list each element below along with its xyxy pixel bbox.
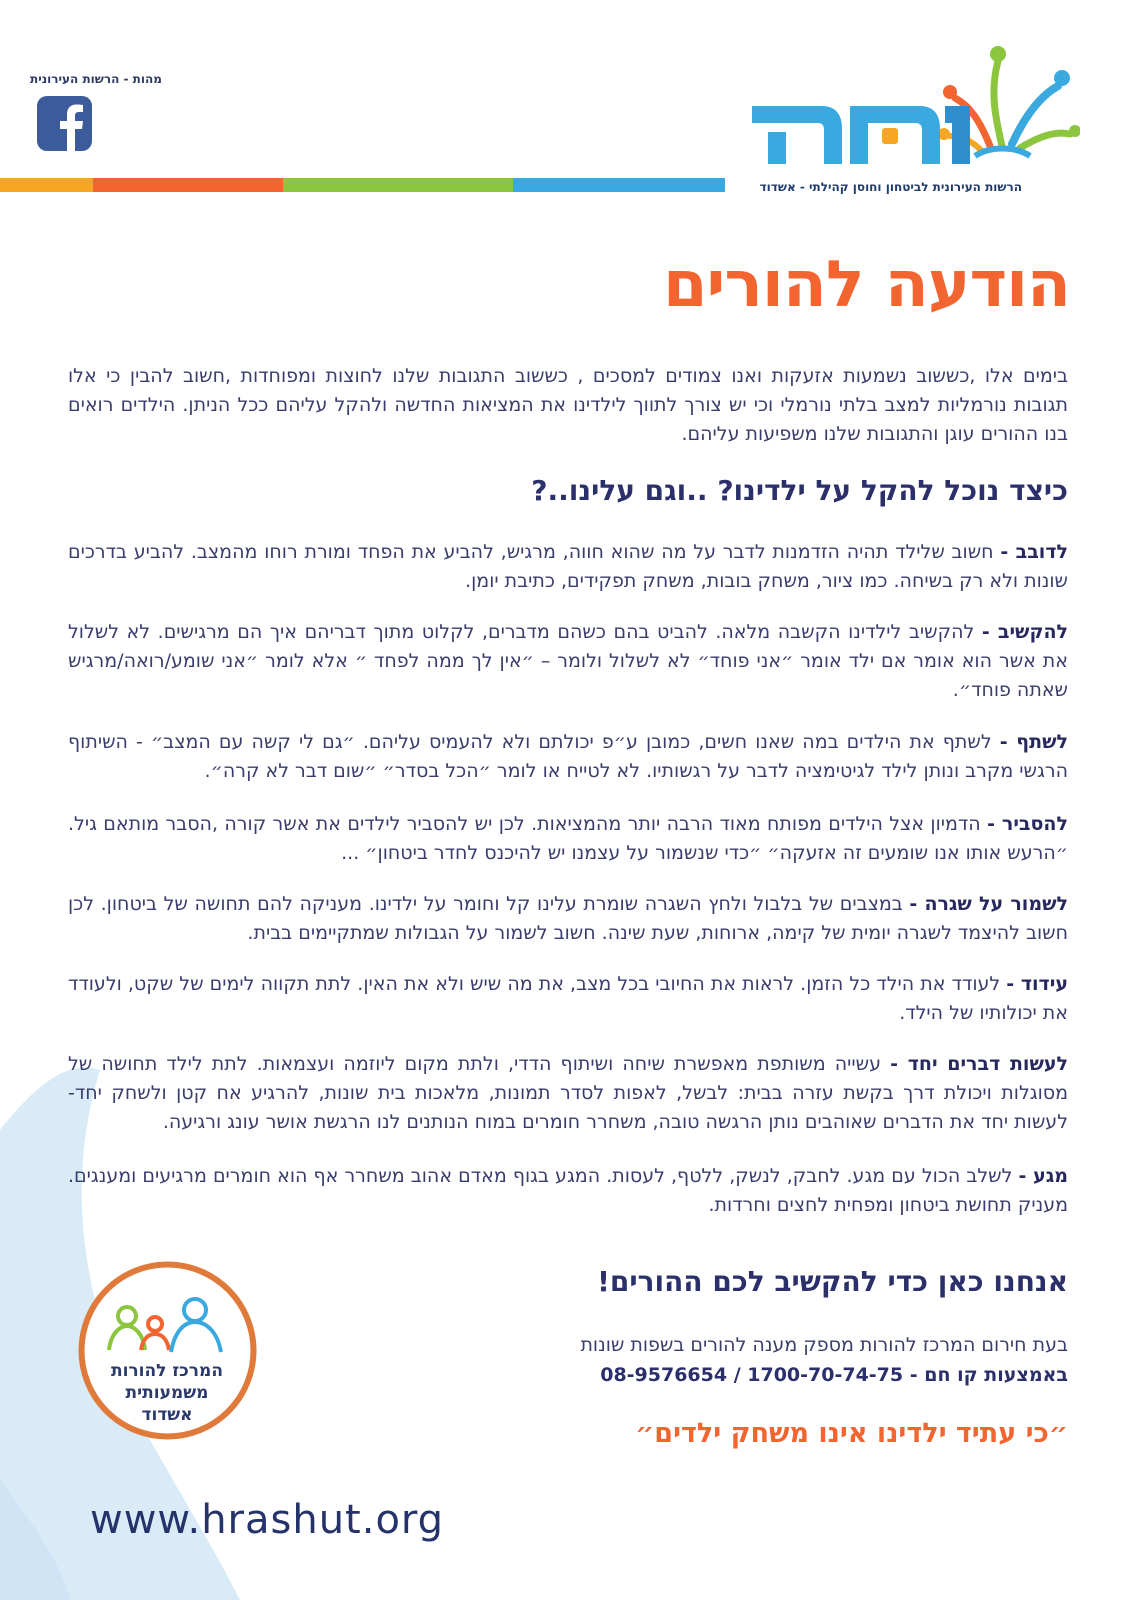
tip-item-touch [68, 1162, 1068, 1220]
closing-heading: אנחנו כאן כדי להקשיב לכם ההורים! [597, 1265, 1068, 1298]
center-logo-line1: המרכז להורות [110, 1361, 224, 1381]
center-logo-line3: אשדוד [141, 1405, 193, 1425]
tip-item-explain [68, 810, 1068, 868]
tip-text: לשלב הכול עם מגע. לחבק, לנשק, ללטף, לעסות. המגע בגוף מאדם אהוב משחרר אף הוא חומרים מרגיעים ומענגים. מעניק תחושת ביטחון ומפחית לחצים וחרדות. [68, 1165, 1068, 1216]
tip-text: חשוב שלילד תהיה הזדמנות לדבר על מה שהוא חווה, מרגיש, להביע את הפחד ומורת רוחו מהמצב. להביע בדרכים שונות ולא רק בשיחה. כמו ציור, משחק בובות, משחק תפקידים, כתיבת יומן. [68, 541, 1068, 592]
tip-item-routine [68, 890, 1068, 948]
header-color-bar [0, 178, 725, 192]
tip-term: לעשות דברים יחד - [890, 1053, 1068, 1075]
tip-term: להסביר - [987, 813, 1068, 835]
color-bar-segment [93, 178, 283, 192]
closing-info: בעת חירום המרכז להורות מספק מענה להורים בשפות שונות [580, 1334, 1068, 1356]
logo-tagline: הרשות העירונית לביטחון וחוסן קהילתי - אשדוד [759, 180, 1022, 194]
tip-term: מגע - [1018, 1165, 1068, 1187]
website-link[interactable]: www.hrashut.org [90, 1497, 445, 1543]
tip-term: להקשיב - [981, 621, 1068, 643]
section-heading: כיצד נוכל להקל על ילדינו? ..וגם עלינו..? [531, 474, 1068, 507]
tip-item-share [68, 728, 1068, 786]
facebook-icon[interactable] [37, 96, 92, 151]
tip-term: לשתף - [999, 731, 1069, 753]
center-logo-line2: משמעותית [125, 1383, 209, 1403]
tip-item-encourage [68, 970, 1068, 1028]
color-bar-segment [0, 178, 93, 192]
color-bar-segment [283, 178, 513, 192]
hotline-numbers: באמצעות קו חם - 1700-70-74-75 / 08-9576654 [600, 1364, 1068, 1386]
tip-text: במצבים של בלבול ולחץ השגרה שומרת עלינו קל וחומר על ילדינו. מעניקה להם תחושה של ביטחון. לכן חשוב להיצמד לשגרה יומית של קימה, ארוחות, שעת שינה. חשוב לשמור על הגבולות שמתקיימים בבית. [68, 893, 1068, 944]
tip-text: הדמיון אצל הילדים מפותח מאוד הרבה יותר מהמציאות. לכן יש להסביר לילדים את אשר קורה ,הסבר מותאם גיל. ״הרעש אותו אנו שומעים זה אזעקה״ ״כדי שנשמור על עצמנו יש להיכנס לחדר ביטחון״ ... [68, 813, 1068, 864]
tip-text: עשייה משותפת מאפשרת שיחה ושיתוף הדדי, ולתת מקום ליוזמה ועצמאות. לתת לילד תחושה של מסוגלות ויכולת דרך בקשת עזרה בבית: לבשל, לאפות לסדר תמונות, מלאכות בית שונות, להרגיע אח קטן ולשחק יחד- לעשות יחד את הדברים שאוהבים נותן הרגשה טובה, משחרר חומרים במוח הנותנים לנו הרגשת אושר עונג ורגיעה. [68, 1053, 1068, 1133]
tip-term: עידוד - [1006, 973, 1068, 995]
tip-item-listen [68, 618, 1068, 705]
slogan: ״כי עתיד ילדינו אינו משחק ילדים״ [635, 1418, 1068, 1449]
tip-term: לשמור על שגרה - [909, 893, 1068, 915]
facebook-caption: מהות - הרשות העירונית [30, 72, 162, 86]
mahut-logo [740, 36, 1080, 196]
intro-paragraph: בימים אלו ,כששוב נשמעות אזעקות ואנו צמודים למסכים , כששוב התגובות שלנו לחוצות ומפוחדות ,חשוב להבין כי אלו תגובות נורמליות למצב בלתי נורמלי וכי יש צורך לתווך לילדינו את המציאות החדשה ולהקל עליהם ככל הניתן. הילדים רואים בנו ההורים עוגן והתגובות שלנו משפיעות עליהם. [68, 365, 1068, 445]
tip-item-dovev [68, 538, 1068, 596]
page-title: הודעה להורים [662, 248, 1070, 322]
tip-term: לדובב - [1000, 541, 1068, 563]
tip-item-together [68, 1050, 1068, 1137]
color-bar-segment [513, 178, 725, 192]
parenting-center-logo [75, 1258, 260, 1443]
tip-text: להקשיב לילדינו הקשבה מלאה. להביט בהם כשהם מדברים, לקלוט מתוך דבריהם איך הם מרגישים. לא לשלול את אשר הוא אומר אם ילד אומר ״אני פוחד״ לא לשלול ולומר – ״אין לך ממה לפחד ״ אלא לומר ״אני שומע/רואה/מרגיש שאתה פוחד״. [68, 621, 1068, 701]
tip-text: לעודד את הילד כל הזמן. לראות את החיובי בכל מצב, את מה שיש ולא את האין. לתת תקווה לימים של שקט, ולעודד את יכולותיו של הילד. [68, 973, 1068, 1024]
tip-text: לשתף את הילדים במה שאנו חשים, כמובן ע״פ יכולתם ולא להעמיס עליהם. ״גם לי קשה עם המצב״ - השיתוף הרגשי מקרב ונותן לילד לגיטימציה לדבר על רגשותיו. לא לטייח או לומר ״הכל בסדר״ ״שום דבר לא קרה״. [68, 731, 1068, 782]
